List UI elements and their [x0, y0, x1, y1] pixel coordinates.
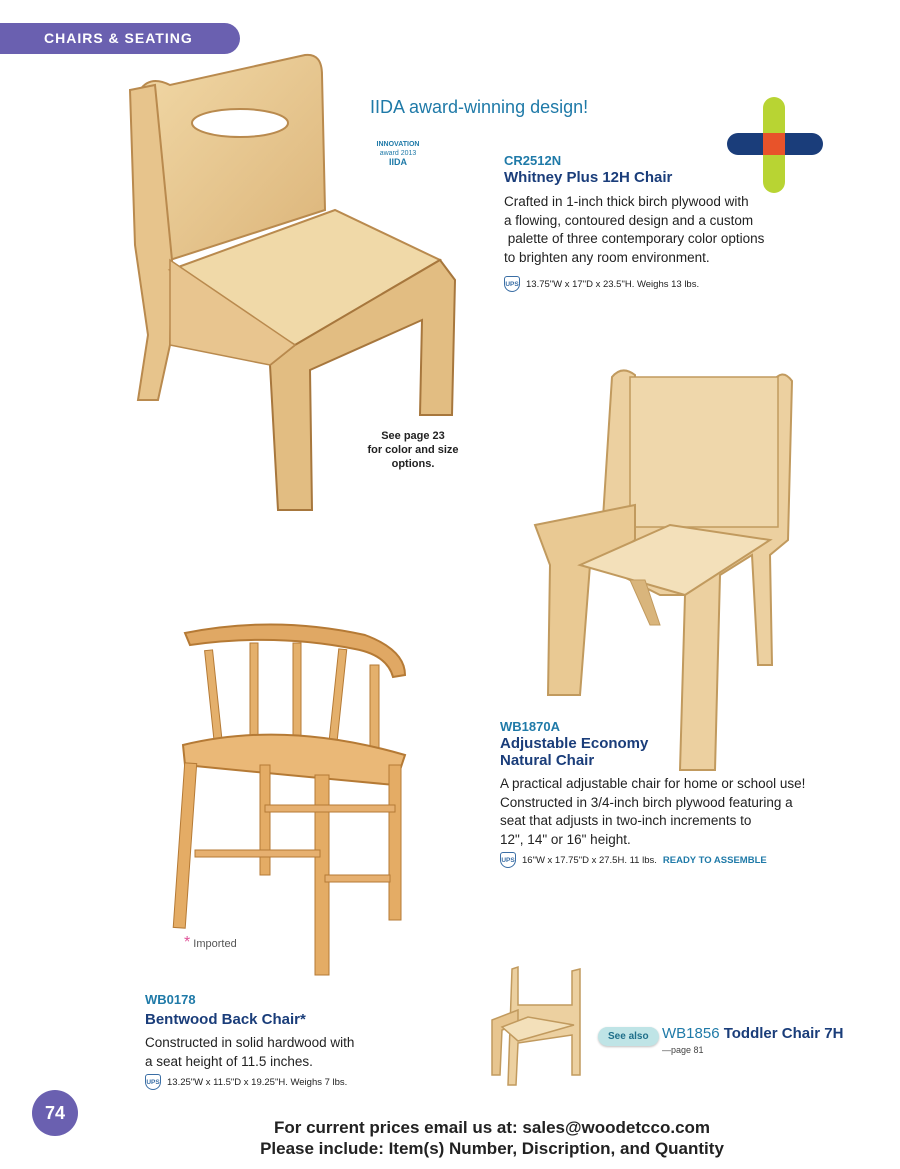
- asterisk-icon: *: [184, 934, 191, 951]
- ups-icon: UPS: [145, 1074, 161, 1090]
- whitney-spec-row: [504, 276, 699, 292]
- footer-line2: Please include: Item(s) Number, Discription, and Quantity: [260, 1139, 724, 1158]
- see-also-badge: See also: [598, 1027, 659, 1046]
- whitney-description: [504, 193, 764, 267]
- economy-desc-line: Constructed in 3/4-inch birch plywood featuring a: [500, 794, 793, 810]
- economy-name-line: Natural Chair: [500, 752, 595, 769]
- whitney-sku: CR2512N: [504, 153, 562, 168]
- bentwood-description: [145, 1034, 354, 1071]
- footer: [0, 1117, 900, 1159]
- see-page-line: See page 23: [381, 430, 445, 442]
- plus-logo: [727, 97, 823, 193]
- whitney-desc-line: Crafted in 1-inch thick birch plywood with: [504, 194, 749, 209]
- toddler-sku: WB1856: [662, 1025, 720, 1042]
- toddler-title: [662, 1025, 843, 1042]
- see-page-line: for color and size: [367, 444, 459, 456]
- imported-note: [184, 934, 237, 952]
- bentwood-sku: WB0178: [145, 992, 196, 1007]
- ready-to-assemble-label: READY TO ASSEMBLE: [662, 854, 767, 866]
- economy-description: [500, 775, 805, 849]
- economy-name: [500, 735, 648, 769]
- footer-line1: For current prices email us at: sales@woodetcco.com: [273, 1118, 711, 1137]
- plus-logo-center: [763, 133, 785, 155]
- whitney-see-page: [362, 429, 464, 471]
- bentwood-spec-row: [145, 1074, 347, 1090]
- economy-chair-image: [520, 365, 810, 775]
- ups-icon: UPS: [504, 276, 520, 292]
- whitney-spec: 13.75"W x 17"D x 23.5"H. Weighs 13 lbs.: [526, 278, 700, 290]
- award-logo-line1: INNOVATION: [376, 141, 420, 148]
- bentwood-chair-image: [165, 615, 425, 985]
- bentwood-desc-line: a seat height of 11.5 inches.: [145, 1053, 313, 1069]
- toddler-page-ref: —page 81: [662, 1045, 704, 1055]
- economy-sku: WB1870A: [500, 719, 560, 734]
- whitney-desc-line: palette of three contemporary color options: [504, 231, 765, 246]
- economy-desc-line: A practical adjustable chair for home or school use!: [500, 776, 806, 791]
- award-logo-line2: award 2013: [379, 150, 417, 157]
- whitney-name: Whitney Plus 12H Chair: [504, 169, 673, 186]
- toddler-chair-image: [488, 965, 584, 1090]
- award-headline: IIDA award-winning design!: [370, 97, 589, 117]
- economy-spec: 16"W x 17.75"D x 27.5H. 11 lbs.: [522, 854, 657, 866]
- award-logo-line3: IIDA: [389, 157, 407, 167]
- economy-desc-line: 12", 14" or 16" height.: [500, 831, 631, 847]
- whitney-desc-line: to brighten any room environment.: [504, 249, 710, 265]
- toddler-name: Toddler Chair 7H: [723, 1025, 844, 1042]
- see-page-line: options.: [391, 458, 435, 470]
- economy-name-line: Adjustable Economy: [500, 735, 649, 752]
- economy-spec-row: [500, 852, 767, 868]
- page-number: 74: [32, 1090, 78, 1136]
- imported-label: Imported: [193, 938, 237, 950]
- bentwood-spec: 13.25"W x 11.5"D x 19.25"H. Weighs 7 lbs.: [167, 1076, 348, 1088]
- section-tab: CHAIRS & SEATING: [0, 23, 240, 54]
- award-logo: [362, 140, 434, 196]
- bentwood-desc-line: Constructed in solid hardwood with: [145, 1035, 355, 1050]
- ups-icon: UPS: [500, 852, 516, 868]
- bentwood-name: Bentwood Back Chair*: [145, 1011, 306, 1028]
- whitney-desc-line: a flowing, contoured design and a custom: [504, 212, 754, 228]
- economy-desc-line: seat that adjusts in two-inch increments to: [500, 813, 752, 828]
